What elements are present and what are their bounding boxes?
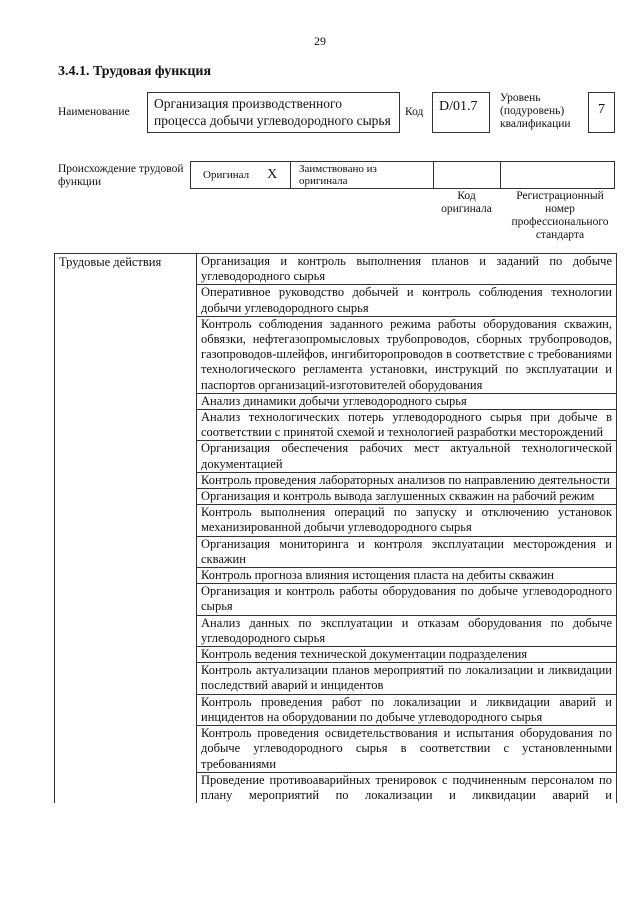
action-row: Контроль актуализации планов мероприятий по локализации и ликвидации последствий аварий и инцидентов (197, 663, 616, 694)
code-original-cell (434, 162, 501, 188)
original-label: Оригинал (203, 169, 250, 181)
action-row: Организация и контроль вывода заглушенных скважин на рабочий режим (197, 489, 616, 505)
section-heading: 3.4.1. Трудовая функция (58, 64, 212, 79)
action-row: Анализ технологических потерь углеводородного сырья при добыче в соответствии с принятой схемой и технологией разработки месторождений (197, 410, 616, 441)
code-value: D/01.7 (432, 92, 490, 133)
original-mark: X (267, 167, 278, 182)
page-number: 29 (314, 34, 326, 48)
action-row: Организация и контроль работы оборудования по добыче углеводородного сырья (197, 584, 616, 615)
reg-number-cell (501, 162, 614, 188)
original-cell (191, 162, 291, 188)
level-value: 7 (588, 92, 615, 133)
action-row: Контроль проведения лабораторных анализов по направлению деятельности (197, 473, 616, 489)
action-row: Организация обеспечения рабочих мест актуальной технологической документацией (197, 441, 616, 472)
action-row: Контроль выполнения операций по запуску и отключению установок механизированной добычи углеводородного сырья (197, 505, 616, 536)
origin-table (190, 161, 615, 189)
name-value: Организация производственного процесса добычи углеводородного сырья (147, 92, 400, 133)
action-row: Анализ данных по эксплуатации и отказам оборудования по добыче углеводородного сырья (197, 616, 616, 647)
action-row: Проведение противоаварийных тренировок с подчиненным персоналом по плану мероприятий по локализации и ликвидации аварий и (201, 772, 612, 802)
action-row: Организация и контроль выполнения планов и заданий по добыче углеводородного сырья (197, 254, 616, 285)
actions-list (197, 254, 616, 803)
action-row: Контроль соблюдения заданного режима работы оборудования скважин, обвязки, нефтегазопромысловых трубопроводов, сборных трубопроводов, газопроводов-шлейфов, ингибиторопроводов в соответствие с требованиями технологического регламента установки, инструкций по эксплуатации и паспортов организаций-изготовителей оборудования (197, 317, 616, 394)
name-label: Наименование (58, 106, 130, 118)
reg-number-caption: Регистрационный номер профессионального стандарта (511, 190, 609, 241)
labor-actions-table (54, 253, 617, 803)
code-label: Код (405, 106, 424, 118)
level-label: Уровень (подуровень) квалификации (500, 92, 571, 130)
action-row: Контроль проведения работ по локализации и ликвидации аварий и инцидентов на оборудовании по добыче углеводородного сырья (197, 695, 616, 726)
action-row: Оперативное руководство добычей и контроль соблюдения технологии добычи углеводородного сырья (197, 285, 616, 316)
action-row: Контроль проведения освидетельствования и испытания оборудования по добыче углеводородного сырья в соответствии с установленными требованиями (197, 726, 616, 773)
action-row: Анализ динамики добычи углеводородного сырья (197, 394, 616, 410)
actions-label: Трудовые действия (55, 254, 197, 803)
action-row: Организация мониторинга и контроля эксплуатации месторождения и скважин (197, 537, 616, 568)
origin-label: Происхождение трудовой функции (58, 163, 184, 188)
action-row: Контроль прогноза влияния истощения пласта на дебиты скважин (197, 568, 616, 584)
code-original-caption: Код оригинала (441, 190, 492, 215)
action-row: Контроль ведения технической документации подразделения (197, 647, 616, 663)
borrowed-cell: Заимствовано из оригинала (291, 162, 434, 188)
